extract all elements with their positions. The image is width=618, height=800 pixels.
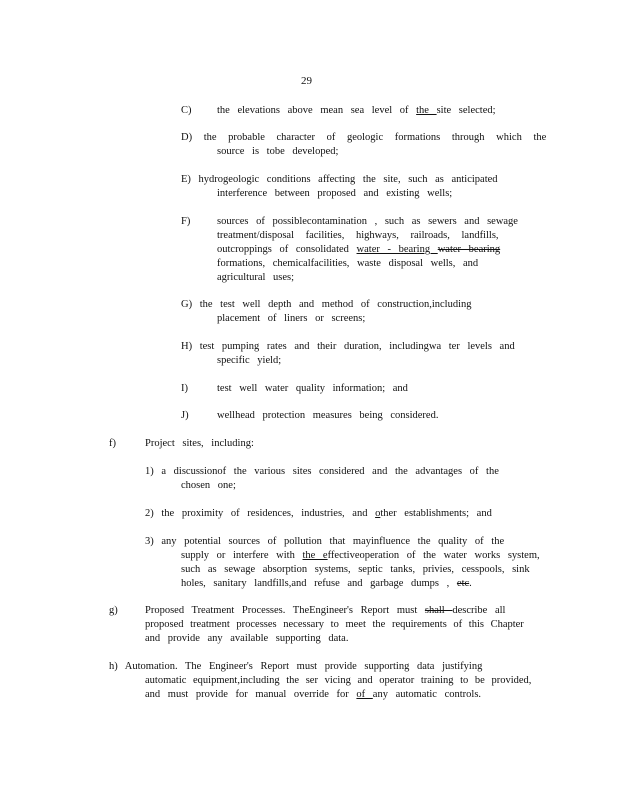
item-e-line-2: interference between proposed and existing wells; <box>217 188 453 199</box>
item-f-line-1: sources of possiblecontamination , such as sewers and sewage <box>217 216 518 227</box>
item-g-line-1: G) the test well depth and method of construction,including <box>181 299 472 310</box>
section-g-marker: g) <box>109 605 118 616</box>
item-f-marker: F) <box>181 216 191 227</box>
item-i-text: test well water quality information; and <box>217 383 408 394</box>
section-f-point-3-line-3: such as sewage absorption systems, septic tanks, privies, cesspools, sink <box>181 564 530 575</box>
item-f-line-3: outcroppings of consolidated water - bearing water bearing <box>217 244 501 255</box>
item-d-line-1: D) the probable character of geologic formations through which the <box>181 132 547 143</box>
item-f-line-2: treatment/disposal facilities, highways, railroads, landfills, <box>217 230 499 241</box>
item-c-text: the elevations above mean sea level of the site selected; <box>217 105 496 116</box>
section-f-point-3-line-1: 3) any potential sources of pollution that mayinfluence the quality of the <box>145 536 505 547</box>
item-i-marker: I) <box>181 383 188 394</box>
item-f-line-5: agricultural uses; <box>217 272 295 283</box>
section-f-point-2: 2) the proximity of residences, industries, and other establishments; and <box>145 508 492 519</box>
item-d-line-2: source is tobe developed; <box>217 146 339 157</box>
item-e-line-1: E) hydrogeologic conditions affecting the site, such as anticipated <box>181 174 498 185</box>
section-f-point-3-line-2: supply or interfere with the effectiveoperation of the water works system, <box>181 550 540 561</box>
section-h-line-1: h) Automation. The Engineer's Report must provide supporting data justifying <box>109 661 483 672</box>
page-number: 29 <box>301 75 312 87</box>
section-h-line-2: automatic equipment,including the ser vicing and operator training to be provided, <box>145 675 532 686</box>
section-f-marker: f) <box>109 438 116 449</box>
item-g-line-2: placement of liners or screens; <box>217 313 366 324</box>
section-g-line-1: Proposed Treatment Processes. TheEngineer's Report must shall describe all <box>145 605 506 616</box>
section-f-title: Project sites, including: <box>145 438 254 449</box>
item-h-line-2: specific yield; <box>217 355 282 366</box>
item-h-line-1: H) test pumping rates and their duration, includingwa ter levels and <box>181 341 515 352</box>
section-f-point-1-line-2: chosen one; <box>181 480 236 491</box>
section-f-point-3-line-4: holes, sanitary landfills,and refuse and garbage dumps , etc. <box>181 578 472 589</box>
section-g-line-2: proposed treatment processes necessary to meet the requirements of this Chapter <box>145 619 524 630</box>
item-j-marker: J) <box>181 410 189 421</box>
item-f-line-4: formations, chemicalfacilities, waste disposal wells, and <box>217 258 479 269</box>
section-f-point-1-line-1: 1) a discussionof the various sites considered and the advantages of the <box>145 466 499 477</box>
section-g-line-3: and provide any available supporting data. <box>145 633 349 644</box>
section-h-line-3: and must provide for manual override for of any automatic controls. <box>145 689 482 700</box>
item-j-text: wellhead protection measures being considered. <box>217 410 439 421</box>
item-c-marker: C) <box>181 105 192 116</box>
